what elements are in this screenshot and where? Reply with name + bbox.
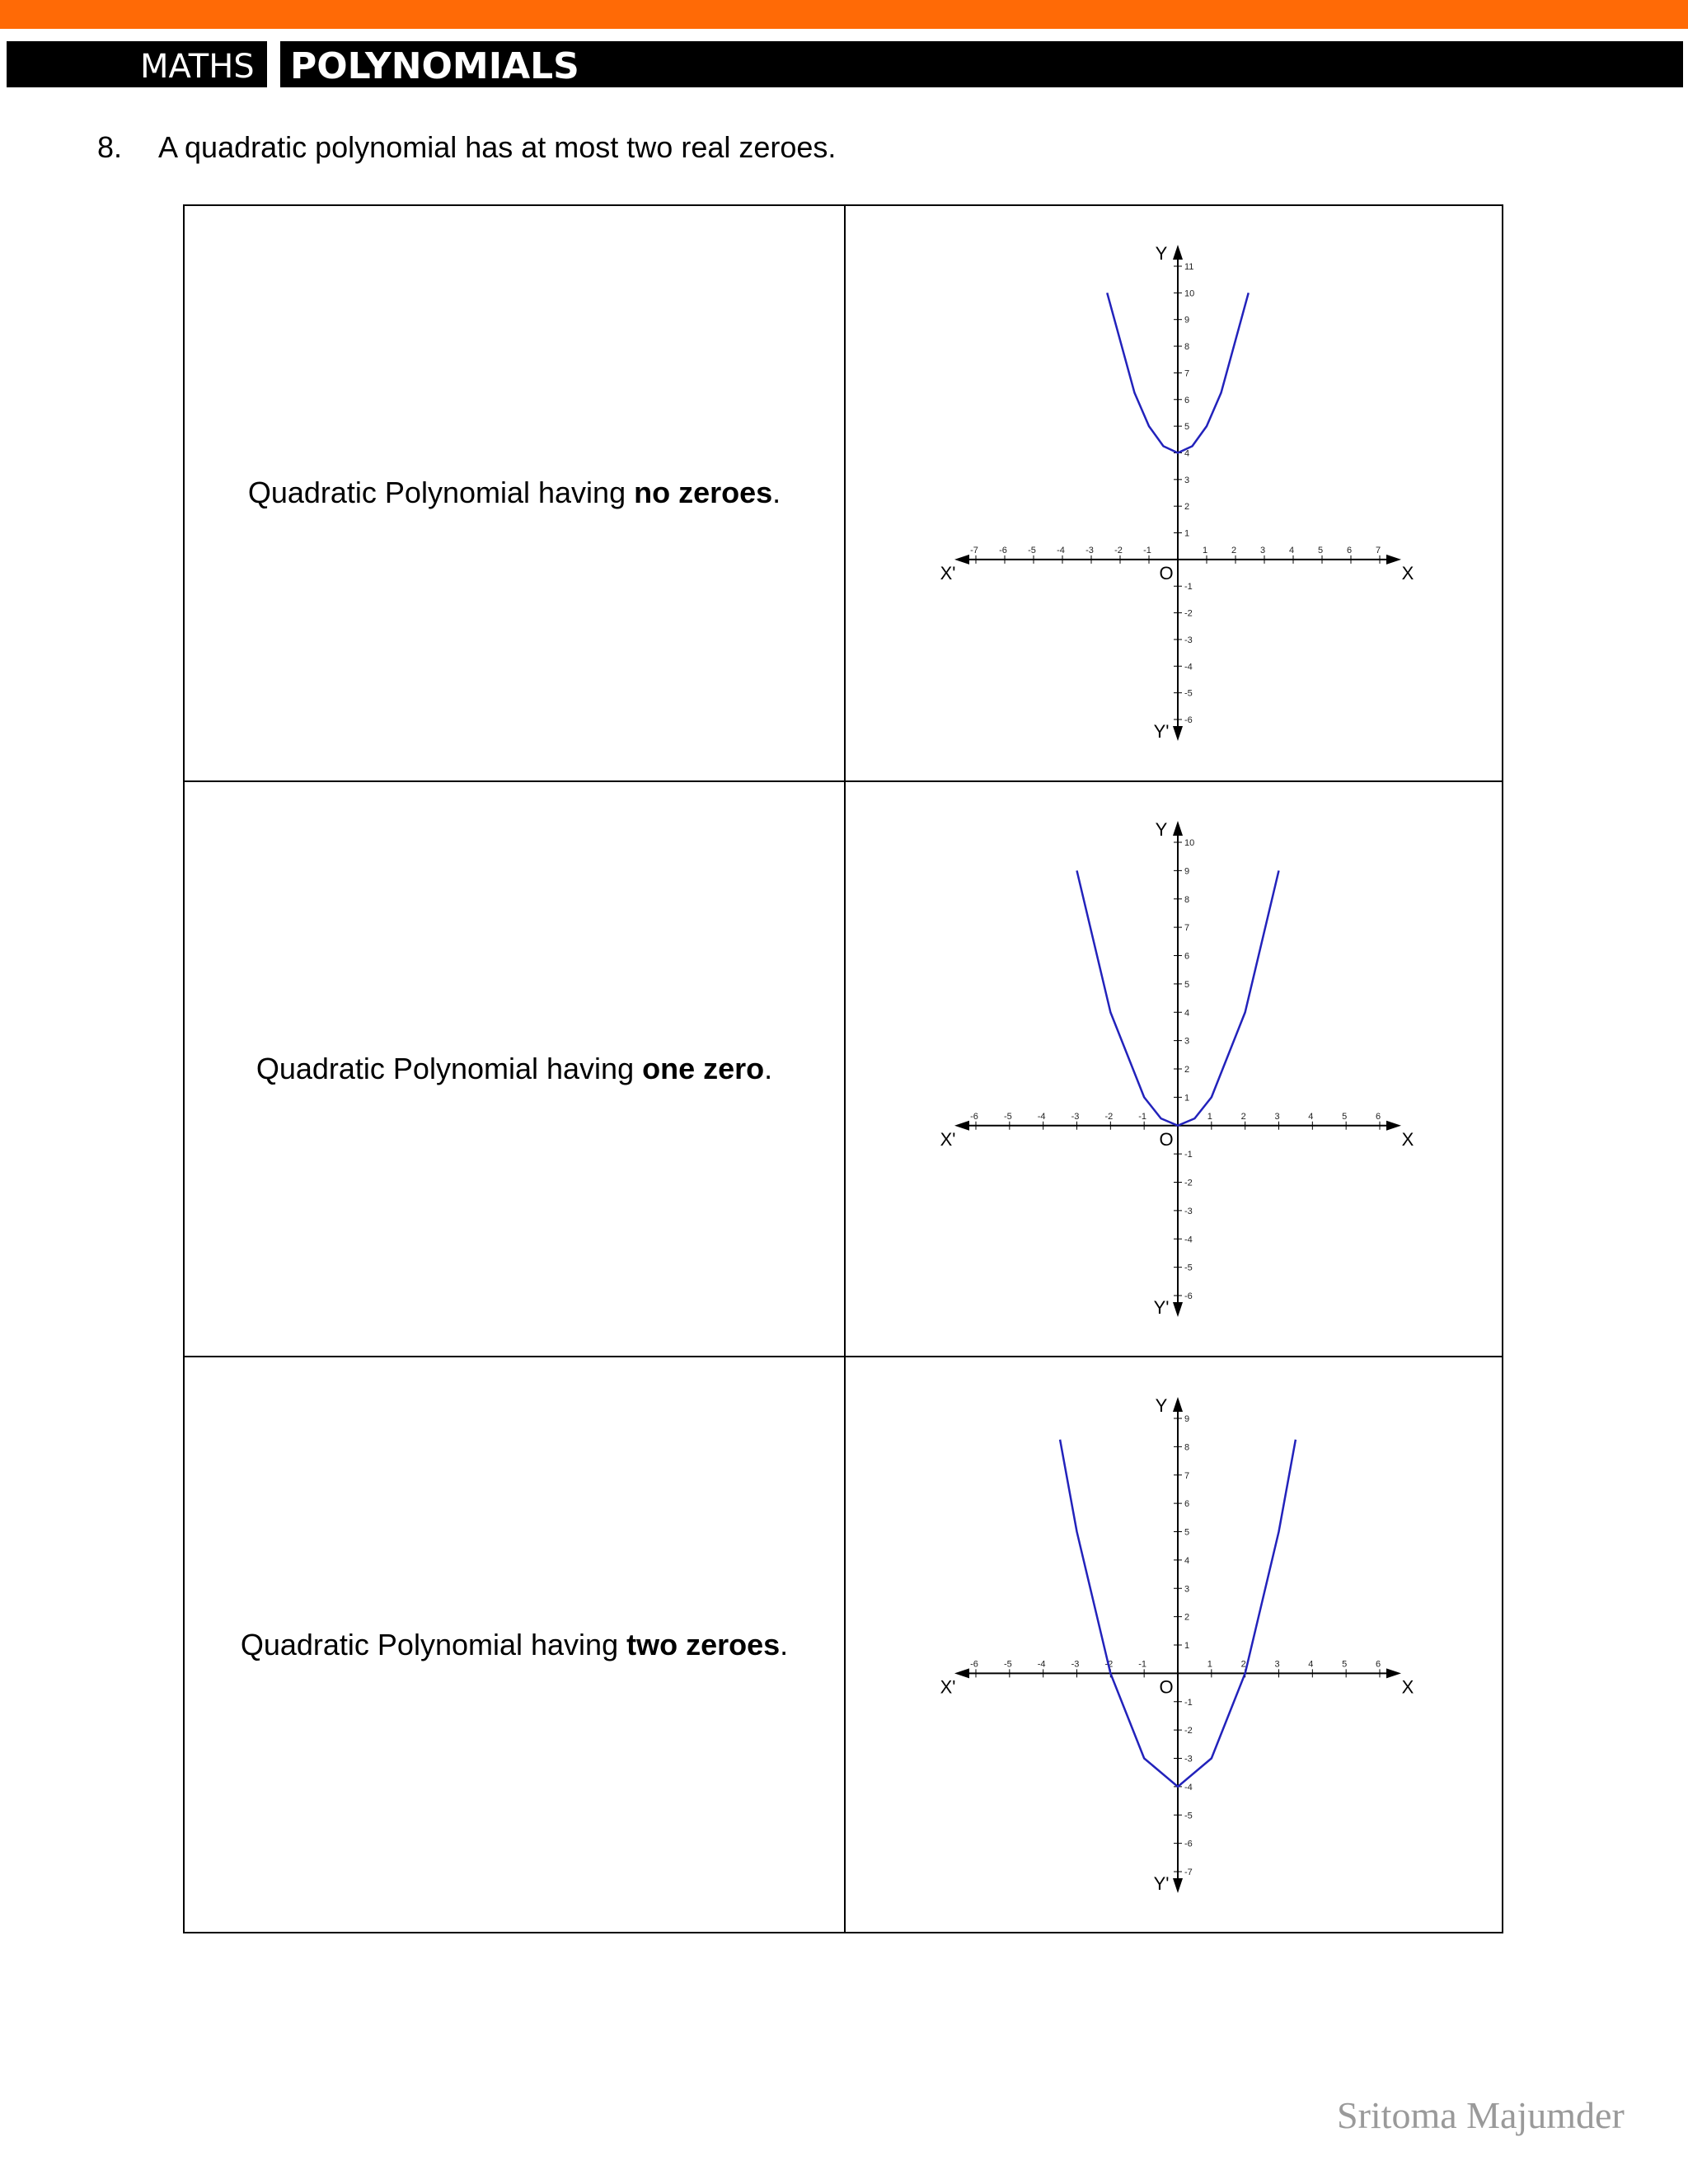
x-tick-label: -2 bbox=[1104, 1111, 1114, 1122]
y-tick-label: -7 bbox=[1184, 1867, 1193, 1877]
y-tick-label: 10 bbox=[1184, 837, 1195, 848]
y-tick-label: -6 bbox=[1184, 1291, 1193, 1301]
x-neg-axis-label: X' bbox=[940, 1676, 956, 1698]
y-tick-label: 4 bbox=[1184, 1008, 1190, 1019]
x-tick-label: -1 bbox=[1138, 1111, 1147, 1122]
x-tick-label: 3 bbox=[1259, 546, 1266, 556]
y-tick-label: 8 bbox=[1184, 1442, 1190, 1453]
x-arrow-icon bbox=[1386, 1668, 1401, 1678]
y-tick-label: 5 bbox=[1184, 1527, 1190, 1538]
y-arrow-icon bbox=[1173, 821, 1183, 836]
label-cell bbox=[184, 1357, 845, 1933]
graph-two-zeroes bbox=[926, 1381, 1421, 1909]
x-tick-label: 2 bbox=[1231, 546, 1237, 556]
y-tick-label: 10 bbox=[1184, 288, 1195, 299]
label-cell bbox=[184, 205, 845, 781]
topic-separator bbox=[267, 41, 280, 87]
graph-cell bbox=[845, 205, 1503, 781]
graph-one-zero bbox=[926, 805, 1421, 1333]
y-neg-arrow-icon bbox=[1173, 726, 1183, 741]
y-tick-label: 7 bbox=[1184, 1470, 1190, 1481]
x-tick-label: -4 bbox=[1057, 546, 1065, 556]
y-tick-label: -2 bbox=[1184, 1725, 1193, 1736]
x-tick-label: -3 bbox=[1071, 1659, 1080, 1670]
y-tick-label: -4 bbox=[1184, 1235, 1193, 1245]
y-tick-label: -5 bbox=[1184, 688, 1193, 699]
y-neg-axis-label: Y' bbox=[1153, 721, 1170, 743]
row-label-prefix: Quadratic Polynomial having bbox=[247, 476, 635, 510]
x-tick-label: -1 bbox=[1138, 1659, 1147, 1670]
x-tick-label: 1 bbox=[1202, 546, 1208, 556]
y-neg-axis-label: Y' bbox=[1153, 1296, 1170, 1318]
y-neg-axis-label: Y' bbox=[1153, 1872, 1170, 1894]
origin-label: O bbox=[1159, 1676, 1174, 1698]
x-neg-arrow-icon bbox=[954, 555, 969, 565]
x-axis-label: X bbox=[1401, 1128, 1414, 1150]
polynomial-table bbox=[183, 204, 1503, 1933]
row-label-prefix: Quadratic Polynomial having bbox=[256, 1051, 643, 1085]
y-tick-label: 9 bbox=[1184, 1413, 1190, 1424]
x-tick-label: 4 bbox=[1288, 546, 1295, 556]
topic-title: POLYNOMIALS bbox=[290, 45, 579, 87]
y-tick-label: -6 bbox=[1184, 1839, 1193, 1849]
x-tick-label: 5 bbox=[1342, 1111, 1348, 1122]
y-tick-label: 9 bbox=[1184, 866, 1190, 877]
x-tick-label: 4 bbox=[1308, 1659, 1314, 1670]
row-label-prefix: Quadratic Polynomial having bbox=[240, 1627, 627, 1661]
x-tick-label: 3 bbox=[1274, 1659, 1280, 1670]
y-tick-label: 1 bbox=[1184, 1093, 1190, 1104]
subject-label: MATHS bbox=[140, 48, 255, 86]
x-tick-label: -5 bbox=[1003, 1659, 1012, 1670]
y-tick-label: -3 bbox=[1184, 635, 1193, 646]
y-tick-label: 2 bbox=[1184, 1612, 1190, 1623]
y-tick-label: 11 bbox=[1184, 262, 1194, 273]
table-row bbox=[184, 205, 1503, 781]
row-label-suffix: . bbox=[764, 1051, 773, 1085]
y-tick-label: -4 bbox=[1184, 1782, 1193, 1793]
x-tick-label: 6 bbox=[1375, 1111, 1381, 1122]
x-tick-label: 6 bbox=[1346, 546, 1353, 556]
y-tick-label: -4 bbox=[1184, 662, 1193, 673]
y-tick-label: -3 bbox=[1184, 1206, 1193, 1216]
header-band bbox=[7, 41, 1683, 87]
x-tick-label: -2 bbox=[1104, 1659, 1114, 1670]
x-tick-label: 5 bbox=[1317, 546, 1324, 556]
author-signature: Sritoma Majumder bbox=[1337, 2094, 1625, 2136]
y-tick-label: 6 bbox=[1184, 396, 1190, 406]
x-arrow-icon bbox=[1386, 1121, 1401, 1131]
graph-cell bbox=[845, 1357, 1503, 1933]
y-tick-label: 4 bbox=[1184, 1555, 1190, 1566]
y-tick-label: 4 bbox=[1184, 448, 1190, 459]
y-tick-label: 5 bbox=[1184, 422, 1190, 433]
x-tick-label: -5 bbox=[1003, 1111, 1012, 1122]
x-tick-label: -6 bbox=[999, 546, 1007, 556]
y-axis-label: Y bbox=[1155, 818, 1168, 840]
y-tick-label: -3 bbox=[1184, 1754, 1193, 1765]
x-axis-label: X bbox=[1401, 563, 1414, 584]
x-tick-label: -7 bbox=[970, 546, 978, 556]
y-tick-label: 3 bbox=[1184, 476, 1190, 486]
y-tick-label: -6 bbox=[1184, 715, 1193, 726]
row-label-bold: no zeroes bbox=[634, 476, 773, 510]
y-tick-label: 7 bbox=[1184, 923, 1190, 934]
x-tick-label: 2 bbox=[1240, 1111, 1246, 1122]
question-text: A quadratic polynomial has at most two real zeroes. bbox=[158, 130, 837, 164]
row-label-suffix: . bbox=[780, 1627, 789, 1661]
y-axis-label: Y bbox=[1155, 243, 1168, 265]
y-tick-label: -1 bbox=[1184, 1150, 1193, 1160]
table-row bbox=[184, 781, 1503, 1357]
y-tick-label: -1 bbox=[1184, 1697, 1193, 1708]
y-tick-label: -1 bbox=[1184, 582, 1193, 593]
y-tick-label: 9 bbox=[1184, 316, 1190, 326]
x-neg-axis-label: X' bbox=[940, 563, 956, 584]
x-tick-label: -6 bbox=[970, 1111, 978, 1122]
y-tick-label: -5 bbox=[1184, 1810, 1193, 1821]
x-tick-label: 7 bbox=[1375, 546, 1381, 556]
y-tick-label: -2 bbox=[1184, 1178, 1193, 1188]
y-neg-arrow-icon bbox=[1173, 1878, 1183, 1893]
x-tick-label: -4 bbox=[1037, 1659, 1046, 1670]
graph-cell bbox=[845, 781, 1503, 1357]
y-tick-label: 7 bbox=[1184, 368, 1190, 379]
x-arrow-icon bbox=[1386, 555, 1401, 565]
y-tick-label: 6 bbox=[1184, 951, 1190, 962]
y-tick-label: 1 bbox=[1184, 1640, 1190, 1651]
x-tick-label: -4 bbox=[1037, 1111, 1046, 1122]
y-tick-label: 1 bbox=[1184, 528, 1190, 539]
y-tick-label: 2 bbox=[1184, 1064, 1190, 1075]
x-tick-label: -2 bbox=[1114, 546, 1123, 556]
origin-label: O bbox=[1159, 1128, 1174, 1150]
y-tick-label: 3 bbox=[1184, 1036, 1190, 1047]
question-number: 8. bbox=[97, 130, 123, 164]
x-tick-label: -3 bbox=[1085, 546, 1094, 556]
y-tick-label: 3 bbox=[1184, 1583, 1190, 1594]
x-tick-label: 1 bbox=[1207, 1111, 1212, 1122]
y-tick-label: -5 bbox=[1184, 1263, 1193, 1273]
y-tick-label: 8 bbox=[1184, 342, 1190, 353]
y-tick-label: 8 bbox=[1184, 894, 1190, 905]
x-tick-label: 5 bbox=[1342, 1659, 1348, 1670]
y-tick-label: 5 bbox=[1184, 979, 1190, 990]
x-tick-label: -3 bbox=[1071, 1111, 1080, 1122]
y-arrow-icon bbox=[1173, 1397, 1183, 1412]
x-tick-label: 2 bbox=[1240, 1659, 1246, 1670]
x-tick-label: -6 bbox=[970, 1659, 978, 1670]
y-tick-label: 2 bbox=[1184, 502, 1190, 513]
x-tick-label: 3 bbox=[1274, 1111, 1280, 1122]
x-neg-arrow-icon bbox=[954, 1121, 969, 1131]
graph-no-zeroes bbox=[926, 229, 1421, 757]
y-axis-label: Y bbox=[1155, 1394, 1168, 1416]
origin-label: O bbox=[1159, 563, 1174, 584]
x-axis-label: X bbox=[1401, 1676, 1414, 1698]
x-neg-axis-label: X' bbox=[940, 1128, 956, 1150]
x-neg-arrow-icon bbox=[954, 1668, 969, 1678]
table-row bbox=[184, 1357, 1503, 1933]
row-label-suffix: . bbox=[772, 476, 781, 510]
y-tick-label: 6 bbox=[1184, 1498, 1190, 1509]
label-cell bbox=[184, 781, 845, 1357]
row-label-bold: one zero bbox=[642, 1051, 765, 1085]
x-tick-label: 6 bbox=[1375, 1659, 1381, 1670]
x-tick-label: -1 bbox=[1143, 546, 1151, 556]
y-arrow-icon bbox=[1173, 245, 1183, 260]
y-neg-arrow-icon bbox=[1173, 1302, 1183, 1317]
y-tick-label: -2 bbox=[1184, 608, 1193, 619]
x-tick-label: 1 bbox=[1207, 1659, 1212, 1670]
x-tick-label: 4 bbox=[1308, 1111, 1314, 1122]
row-label-bold: two zeroes bbox=[626, 1627, 781, 1661]
orange-top-bar bbox=[0, 0, 1688, 29]
x-tick-label: -5 bbox=[1028, 546, 1036, 556]
